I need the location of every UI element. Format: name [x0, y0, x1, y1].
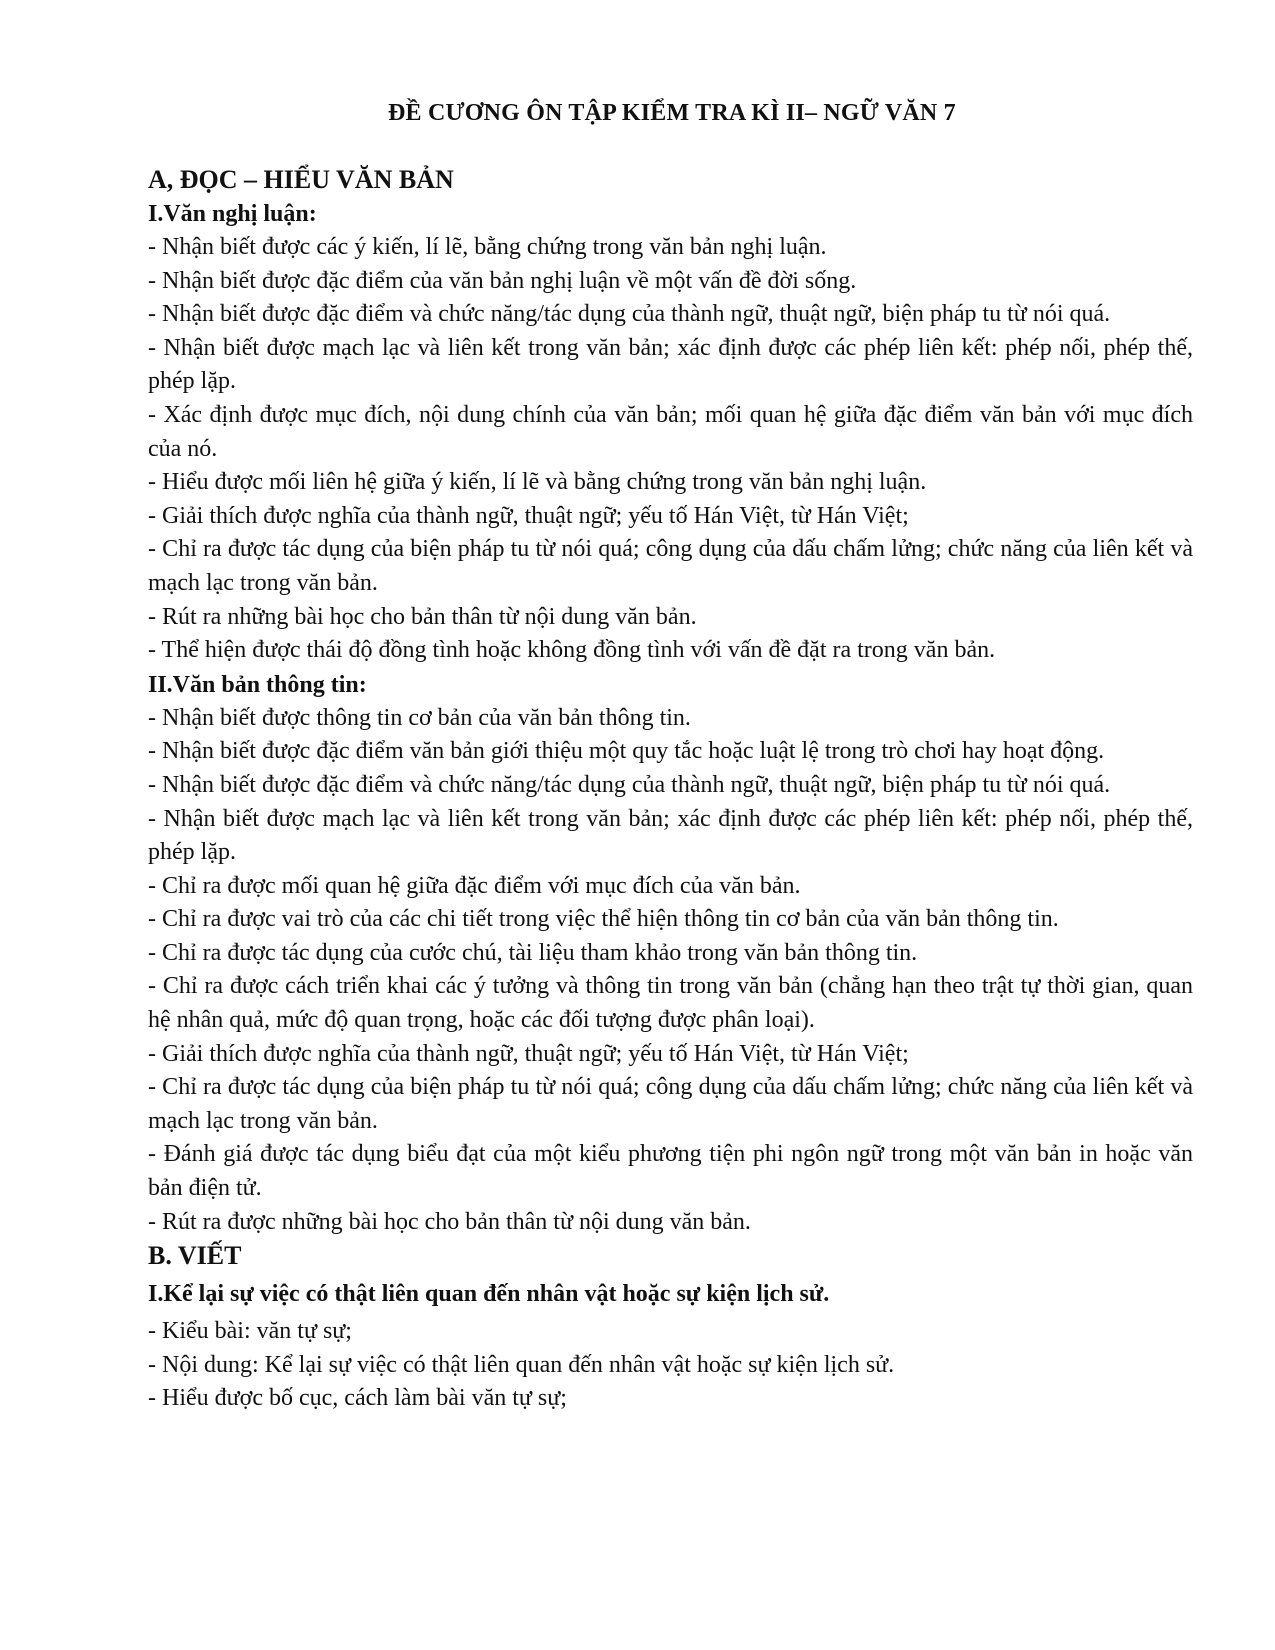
list-item: - Chỉ ra được tác dụng của biện pháp tu từ nói quá; công dụng của dấu chấm lửng; chức năng của liên kết và mạch lạc trong văn bản.: [148, 1074, 1193, 1134]
list-item: - Nhận biết được đặc điểm văn bản giới thiệu một quy tắc hoặc luật lệ trong trò chơi hay hoạt động.: [148, 738, 1105, 765]
list-item: - Chỉ ra được tác dụng của cước chú, tài liệu tham khảo trong văn bản thông tin.: [148, 939, 918, 966]
list-item: - Giải thích được nghĩa của thành ngữ, thuật ngữ; yếu tố Hán Việt, từ Hán Việt;: [148, 1040, 909, 1067]
section-b-part-1-list: [148, 1315, 1193, 1416]
list-item: - Chỉ ra được cách triển khai các ý tưởng và thông tin trong văn bản (chẳng hạn theo trật tự thời gian, quan hệ nhân quả, mức độ quan trọng, hoặc các đối tượng được phân loại).: [148, 973, 1193, 1034]
list-item: - Kiểu bài: văn tự sự;: [148, 1318, 352, 1345]
list-item: - Chỉ ra được mối quan hệ giữa đặc điểm với mục đích của văn bản.: [148, 872, 801, 899]
list-item: - Giải thích được nghĩa của thành ngữ, thuật ngữ; yếu tố Hán Việt, từ Hán Việt;: [148, 502, 909, 529]
section-a-part-2-heading: II.Văn bản thông tin:: [148, 671, 367, 698]
document-title: ĐỀ CƯƠNG ÔN TẬP KIỂM TRA KÌ II– NGỮ VĂN 7: [388, 100, 956, 126]
list-item: - Xác định được mục đích, nội dung chính của văn bản; mối quan hệ giữa đặc điểm văn bản với mục đích của nó.: [148, 401, 1193, 462]
list-item: - Rút ra được những bài học cho bản thân từ nội dung văn bản.: [148, 1208, 751, 1235]
list-item: - Chỉ ra được vai trò của các chi tiết trong việc thể hiện thông tin cơ bản của văn bản thông tin.: [148, 906, 1059, 933]
list-item: - Hiểu được mối liên hệ giữa ý kiến, lí lẽ và bằng chứng trong văn bản nghị luận.: [148, 469, 927, 496]
list-item: - Nội dung: Kể lại sự việc có thật liên quan đến nhân vật hoặc sự kiện lịch sử.: [148, 1351, 895, 1378]
list-item: - Hiểu được bố cục, cách làm bài văn tự sự;: [148, 1385, 567, 1412]
list-item: - Đánh giá được tác dụng biểu đạt của một kiểu phương tiện phi ngôn ngữ trong một văn bản in hoặc văn bản điện tử.: [148, 1141, 1193, 1202]
section-b-heading: B. VIẾT: [148, 1241, 242, 1271]
section-a-heading: A, ĐỌC – HIỂU VĂN BẢN: [148, 165, 454, 194]
section-b-part-1-heading: I.Kể lại sự việc có thật liên quan đến nhân vật hoặc sự kiện lịch sử.: [148, 1281, 830, 1308]
list-item: - Nhận biết được mạch lạc và liên kết trong văn bản; xác định được các phép liên kết: phép nối, phép thế, phép lặp.: [148, 805, 1193, 866]
list-item: - Nhận biết được đặc điểm của văn bản nghị luận về một vấn đề đời sống.: [148, 267, 857, 294]
section-a-part-1-heading: I.Văn nghị luận:: [148, 201, 317, 227]
list-item: - Thể hiện được thái độ đồng tình hoặc không đồng tình với vấn đề đặt ra trong văn bản.: [148, 637, 996, 664]
list-item: - Rút ra những bài học cho bản thân từ nội dung văn bản.: [148, 603, 697, 630]
list-item: - Nhận biết được đặc điểm và chức năng/tác dụng của thành ngữ, thuật ngữ, biện pháp tu từ nói quá.: [148, 771, 1111, 798]
section-a-part-1-list: [148, 231, 1193, 668]
section-a-part-2-list: [148, 702, 1193, 1240]
list-item: - Chỉ ra được tác dụng của biện pháp tu từ nói quá; công dụng của dấu chấm lửng; chức năng của liên kết và mạch lạc trong văn bản.: [148, 536, 1193, 596]
list-item: - Nhận biết được mạch lạc và liên kết trong văn bản; xác định được các phép liên kết: phép nối, phép thế, phép lặp.: [148, 334, 1193, 395]
list-item: - Nhận biết được đặc điểm và chức năng/tác dụng của thành ngữ, thuật ngữ, biện pháp tu từ nói quá.: [148, 301, 1111, 328]
document-body: [148, 163, 1193, 1416]
list-item: - Nhận biết được các ý kiến, lí lẽ, bằng chứng trong văn bản nghị luận.: [148, 234, 827, 260]
list-item: - Nhận biết được thông tin cơ bản của văn bản thông tin.: [148, 704, 691, 731]
